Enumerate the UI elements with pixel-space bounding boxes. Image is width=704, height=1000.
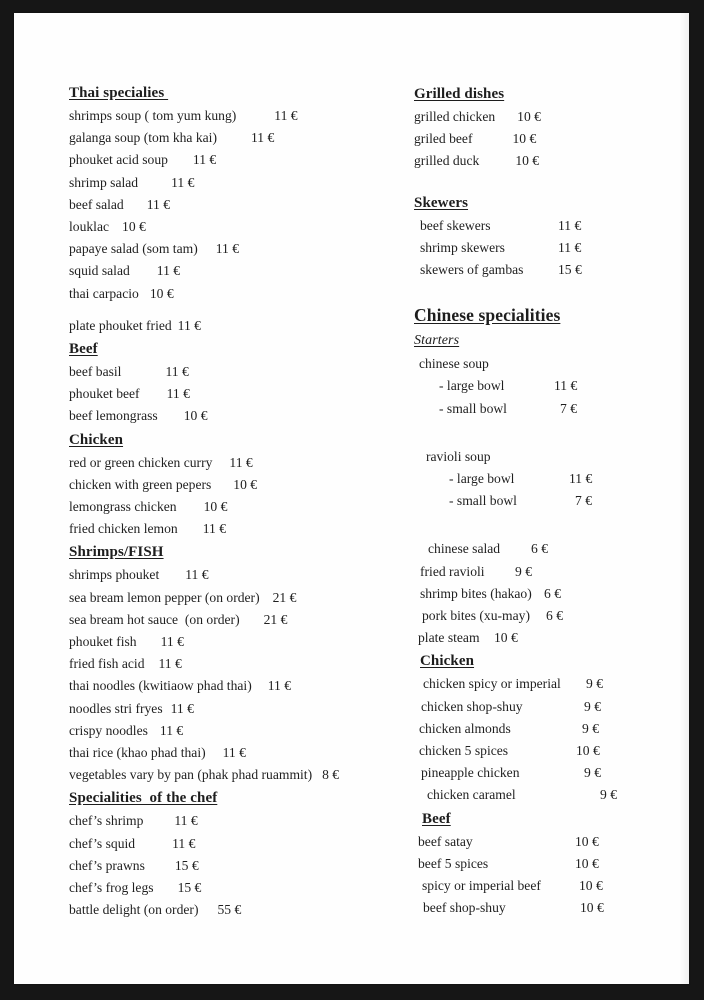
menu-item-name: chef’s frog legs <box>69 880 154 895</box>
menu-item-name: pork bites (xu-may) <box>422 608 530 623</box>
menu-item-price: 11 € <box>215 241 240 257</box>
menu-item-price: 11 € <box>166 386 190 402</box>
menu-item-papaye-salad-som-tam <box>69 242 239 256</box>
menu-item-louklac <box>69 220 146 234</box>
menu-item-price: 10 € <box>580 900 604 916</box>
menu-item-price: 7 € <box>575 493 592 509</box>
section-heading-thai-specialies: Thai specialies <box>69 85 169 101</box>
menu-item-name: lemongrass chicken <box>69 499 177 514</box>
menu-item-price: 11 € <box>250 130 275 146</box>
menu-item-name: chicken shop-shuy <box>421 698 523 714</box>
menu-item-chicken-5-spices <box>419 743 600 758</box>
menu-item-name: grilled chicken <box>414 109 496 124</box>
menu-item-red-or-green-chicken-curry <box>69 456 253 470</box>
menu-item-name: red or green chicken curry <box>69 454 213 470</box>
menu-item-price: 10 € <box>183 408 208 424</box>
menu-item-price: 11 € <box>177 317 201 333</box>
section-heading-chicken: Chicken <box>69 431 124 448</box>
menu-item-grilled-chicken <box>414 110 541 124</box>
menu-item-price: 11 € <box>274 108 298 123</box>
menu-item-pineapple-chicken <box>421 765 601 781</box>
menu-item-price: 11 € <box>160 634 184 649</box>
menu-item-noodles-stri-fryes <box>69 702 194 716</box>
section-heading-specialities-of-the-chef: Specialities of the chef <box>69 790 218 807</box>
menu-item-price: 10 € <box>515 153 540 169</box>
menu-item-price: 9 € <box>600 787 617 803</box>
menu-item-name: skewers of gambas <box>420 262 524 277</box>
menu-item-beef-salad <box>69 198 170 212</box>
section-heading-shrimps-fish: Shrimps/FISH <box>69 544 164 561</box>
menu-item-name: beef shop-shuy <box>423 900 506 916</box>
menu-item-price: 11 € <box>174 813 198 829</box>
menu-item-price: 11 € <box>159 722 184 738</box>
menu-item-chicken-almonds <box>419 720 599 736</box>
menu-item-chinese-soup <box>419 357 489 371</box>
menu-item-name: beef basil <box>69 364 122 379</box>
menu-item-name: shrimps phouket <box>69 567 160 583</box>
menu-item-price: 8 € <box>322 767 340 783</box>
menu-item-name: - small bowl <box>439 400 507 416</box>
menu-item-name: vegetables vary by pan (phak phad ruammit) <box>69 767 313 783</box>
menu-item-chicken-spicy-or-imperial <box>423 676 603 692</box>
section-heading-chinese-specialities: Chinese specialities <box>414 305 561 326</box>
menu-item-price: 10 € <box>494 630 518 646</box>
menu-item-name: grilled duck <box>414 153 480 169</box>
menu-item-name: crispy noodles <box>69 722 148 738</box>
menu-item-price: 15 € <box>177 880 202 895</box>
menu-item-galanga-soup-tom-kha-kai <box>69 131 274 145</box>
menu-item-price: 11 € <box>554 378 578 394</box>
menu-item-ravioli-soup <box>426 450 491 464</box>
menu-item-price: 6 € <box>546 608 563 623</box>
menu-item-name: - small bowl <box>449 493 517 509</box>
menu-item-name: sea bream hot sauce (on order) <box>69 611 240 627</box>
menu-item-thai-carpacio <box>69 287 174 301</box>
menu-item-name: chicken almonds <box>419 720 511 736</box>
menu-item-name: chicken with green pepers <box>69 476 212 492</box>
menu-item-price: 10 € <box>576 743 600 758</box>
menu-item-name: beef lemongrass <box>69 408 158 424</box>
menu-item-fried-fish-acid <box>69 657 182 671</box>
menu-item-name: ravioli soup <box>426 448 491 464</box>
menu-item-price: 10 € <box>575 833 599 849</box>
menu-item-price: 11 € <box>229 454 253 470</box>
menu-item-name: shrimps soup ( tom yum kung) <box>69 108 237 123</box>
menu-item-chinese-salad <box>428 541 548 557</box>
menu-item-price: 10 € <box>122 219 146 234</box>
menu-item-beef-satay <box>418 833 599 849</box>
menu-item-price: 11 € <box>165 364 189 379</box>
menu-item-price: 11 € <box>558 217 582 233</box>
menu-item-beef-shop-shuy <box>423 900 604 916</box>
menu-item-chef-s-shrimp <box>69 814 198 828</box>
menu-item-skewers-of-gambas <box>420 262 582 277</box>
menu-item-name: fried ravioli <box>420 563 485 579</box>
menu-item-price: 11 € <box>146 196 171 212</box>
menu-item-name: battle delight (on order) <box>69 902 199 918</box>
menu-item-price: 9 € <box>582 720 599 736</box>
menu-item-price: 21 € <box>263 611 288 627</box>
menu-item-name: chicken caramel <box>427 787 516 803</box>
menu-item-name: squid salad <box>69 263 130 279</box>
menu-item-battle-delight-on-order <box>69 903 241 917</box>
menu-item-price: 6 € <box>531 541 548 557</box>
menu-item-price: 11 € <box>156 263 181 279</box>
menu-item-price: 11 € <box>171 174 195 190</box>
menu-item-beef-5-spices <box>418 855 599 871</box>
menu-item-price: 10 € <box>149 285 174 301</box>
menu-item-thai-noodles-kwitiaow-phad-thai <box>69 679 291 693</box>
menu-item-name: beef salad <box>69 196 124 212</box>
menu-item-griled-beef <box>414 132 536 146</box>
menu-item-name: beef satay <box>418 833 473 849</box>
menu-item-name: spicy or imperial beef <box>422 878 541 893</box>
menu-item-name: shrimp skewers <box>420 239 505 255</box>
menu-item-price: 15 € <box>558 262 582 277</box>
menu-item-price: 15 € <box>174 857 199 873</box>
menu-item-name: chef’s squid <box>69 835 136 851</box>
menu-item-name: shrimp salad <box>69 174 139 190</box>
menu-item-fried-chicken-lemon <box>69 522 226 536</box>
menu-item-squid-salad <box>69 264 180 278</box>
menu-item-price: 9 € <box>586 676 603 692</box>
menu-item-chicken-shop-shuy <box>421 698 601 714</box>
menu-item-plate-steam <box>418 630 518 646</box>
menu-item-price: 10 € <box>203 499 228 514</box>
menu-item-name: sea bream lemon pepper (on order) <box>69 589 260 605</box>
menu-item-price: 10 € <box>579 878 603 893</box>
section-heading-chinese-chicken: Chicken <box>420 653 475 670</box>
menu-item-name: - large bowl <box>439 378 505 394</box>
menu-item-shrimps-soup-tom-yum-kung <box>69 109 298 123</box>
menu-item-price: 7 € <box>560 400 577 416</box>
menu-item-name: papaye salad (som tam) <box>69 241 198 257</box>
menu-item-price: 6 € <box>544 585 561 601</box>
menu-item-price: 10 € <box>575 855 599 871</box>
menu-item-chef-s-frog-legs <box>69 881 201 895</box>
menu-item-vegetables-vary-by-pan-phak-phad-ruammit <box>69 768 339 782</box>
menu-item-name: louklac <box>69 219 110 234</box>
menu-item-name: griled beef <box>414 131 473 147</box>
section-heading-grilled-dishes: Grilled dishes <box>414 86 505 102</box>
menu-item-shrimp-salad <box>69 176 194 190</box>
menu-item-price: 11 € <box>158 656 182 672</box>
menu-item-name: phouket acid soup <box>69 152 168 168</box>
menu-item-crispy-noodles <box>69 724 183 738</box>
menu-item-price: 11 € <box>170 700 194 716</box>
menu-item-large-bowl <box>449 471 593 486</box>
menu-item-price: 9 € <box>515 563 532 579</box>
menu-item-price: 9 € <box>584 765 601 781</box>
menu-item-phouket-acid-soup <box>69 153 216 167</box>
menu-item-sea-bream-lemon-pepper-on-order <box>69 591 296 605</box>
menu-item-price: 11 € <box>172 835 196 851</box>
menu-item-name: fried fish acid <box>69 656 145 672</box>
menu-item-name: chef’s shrimp <box>69 813 144 829</box>
menu-item-shrimps-phouket <box>69 568 209 582</box>
section-heading-chinese-beef: Beef <box>422 810 451 827</box>
menu-item-price: 11 € <box>267 678 292 694</box>
menu-item-shrimp-skewers <box>420 239 582 255</box>
menu-item-name: chinese salad <box>428 541 501 557</box>
menu-item-pork-bites-xu-may <box>422 608 563 623</box>
menu-item-price: 55 € <box>217 902 242 918</box>
menu-item-name: thai carpacio <box>69 285 139 301</box>
menu-item-name: thai rice (khao phad thai) <box>69 745 206 760</box>
menu-item-small-bowl <box>439 400 577 416</box>
menu-item-grilled-duck <box>414 154 539 168</box>
menu-item-name: chicken 5 spices <box>419 743 509 758</box>
menu-item-name: beef 5 spices <box>418 855 489 871</box>
menu-item-name: - large bowl <box>449 471 515 486</box>
menu-item-price: 10 € <box>512 131 537 147</box>
menu-item-chef-s-prawns <box>69 859 199 873</box>
menu-item-name: phouket beef <box>69 386 140 402</box>
menu-item-name: noodles stri fryes <box>69 700 163 716</box>
menu-item-lemongrass-chicken <box>69 500 227 514</box>
menu-item-beef-basil <box>69 365 189 379</box>
menu-item-phouket-fish <box>69 635 184 649</box>
menu-item-chicken-caramel <box>427 787 617 803</box>
menu-item-beef-lemongrass <box>69 409 208 423</box>
menu-item-large-bowl <box>439 378 578 394</box>
menu-item-name: chicken spicy or imperial <box>423 676 561 692</box>
menu-item-name: shrimp bites (hakao) <box>420 585 532 601</box>
menu-item-price: 10 € <box>233 476 258 492</box>
menu-item-name: plate phouket fried <box>69 317 172 333</box>
menu-item-chicken-with-green-pepers <box>69 478 257 492</box>
menu-item-beef-skewers <box>420 217 582 233</box>
section-heading-beef: Beef <box>69 341 98 357</box>
menu-item-thai-rice-khao-phad-thai <box>69 746 246 760</box>
menu-item-price: 11 € <box>569 471 593 486</box>
menu-item-name: pineapple chicken <box>421 765 520 781</box>
menu-item-plate-phouket-fried <box>69 319 201 333</box>
menu-item-name: beef skewers <box>420 217 491 233</box>
menu-item-price: 9 € <box>584 698 601 714</box>
section-heading-starters: Starters <box>414 333 460 349</box>
menu-item-price: 11 € <box>222 745 246 760</box>
menu-item-name: thai noodles (kwitiaow phad thai) <box>69 678 252 694</box>
menu-item-sea-bream-hot-sauce-on-order <box>69 613 287 627</box>
menu-item-price: 21 € <box>272 589 297 605</box>
menu-item-small-bowl <box>449 493 592 509</box>
menu-item-price: 10 € <box>517 109 541 124</box>
menu-item-name: phouket fish <box>69 634 137 649</box>
section-heading-skewers: Skewers <box>414 194 469 211</box>
menu-item-price: 11 € <box>185 567 209 583</box>
menu-item-name: galanga soup (tom kha kai) <box>69 130 217 146</box>
menu-item-fried-ravioli <box>420 563 532 579</box>
menu-item-price: 11 € <box>202 521 227 537</box>
menu-item-name: chef’s prawns <box>69 857 145 873</box>
menu-item-price: 11 € <box>192 152 217 168</box>
menu-page <box>14 13 689 984</box>
menu-item-chef-s-squid <box>69 837 195 851</box>
menu-item-name: fried chicken lemon <box>69 521 178 537</box>
menu-item-shrimp-bites-hakao <box>420 585 561 601</box>
menu-item-spicy-or-imperial-beef <box>422 878 603 893</box>
menu-item-phouket-beef <box>69 387 190 401</box>
menu-item-name: plate steam <box>418 630 480 646</box>
menu-item-price: 11 € <box>558 239 582 255</box>
menu-item-name: chinese soup <box>419 356 489 372</box>
